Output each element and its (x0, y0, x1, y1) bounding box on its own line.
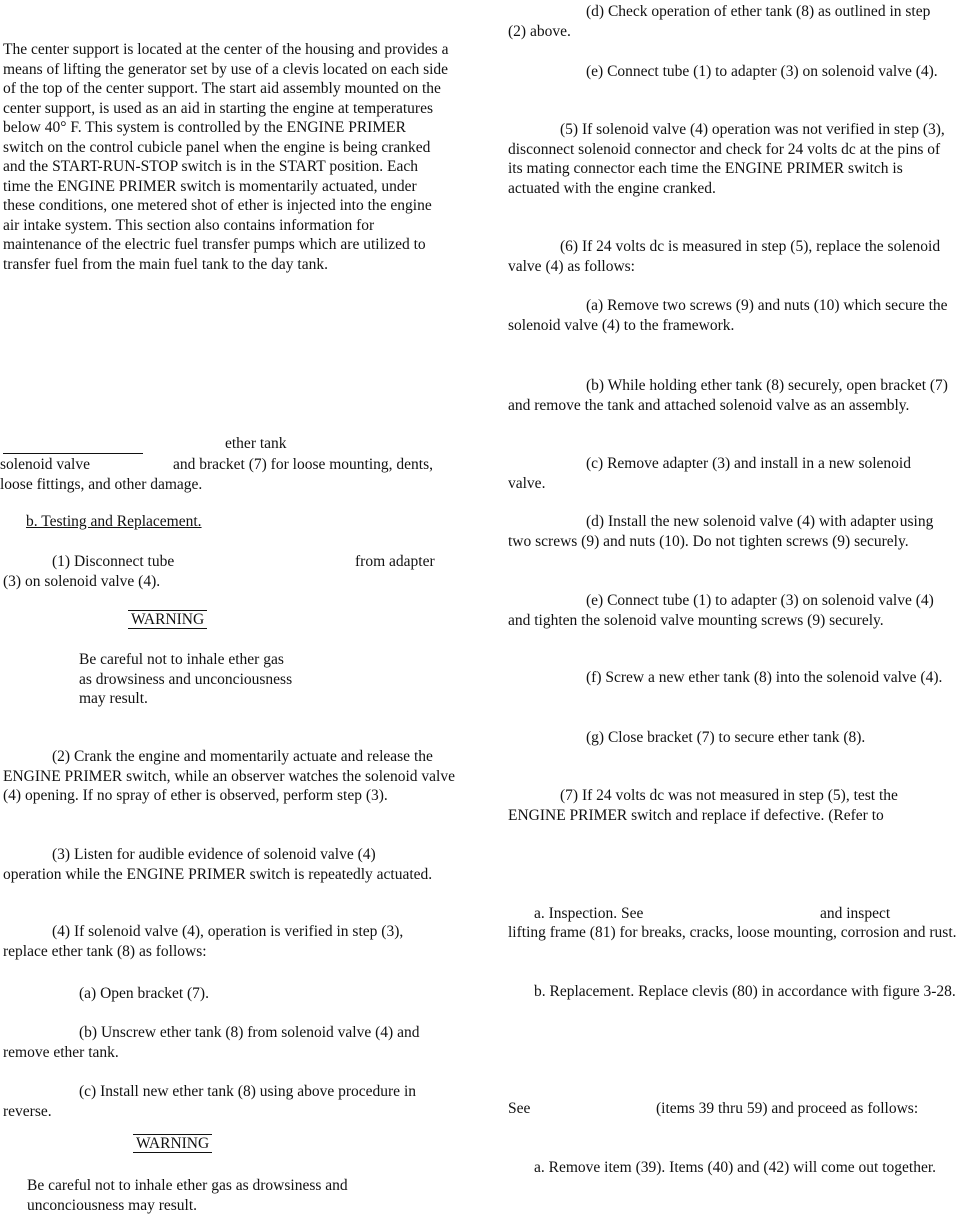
step4b-paragraph: (b) Unscrew ether tank (8) from solenoid valve (4) and remove ether tank. (3, 1024, 420, 1061)
step6-paragraph: (6) If 24 volts dc is measured in step (5), replace the solenoid valve (4) as follows: (508, 238, 941, 275)
warning-text-2: Be careful not to inhale ether gas as drowsiness and unconciousness may result. (27, 1177, 348, 1214)
step7-paragraph: (7) If 24 volts dc was not measured in step (5), test the ENGINE PRIMER switch and replace if defective. (Refer to (508, 787, 898, 824)
warning-title-2: WARNING (133, 1134, 212, 1153)
warning-text-1: Be careful not to inhale ether gas as drowsiness and unconciousness may result. (79, 651, 293, 707)
step2-paragraph: (2) Crank the engine and momentarily actuate and release the ENGINE PRIMER switch, while an observer watches the solenoid valve (4) opening. If no spray of ether is observed, perform step (3). (3, 748, 455, 804)
step4c-paragraph: (c) Install new ether tank (8) using above procedure in reverse. (3, 1083, 416, 1120)
step6a-paragraph: (a) Remove two screws (9) and nuts (10) which secure the solenoid valve (4) to the framework. (508, 297, 948, 334)
blank-reference-line (3, 453, 143, 454)
see-reference-rest: (items 39 thru 59) and proceed as follows: (656, 1100, 919, 1117)
step1-start: (1) Disconnect tube (52, 553, 175, 570)
step6d-paragraph: (d) Install the new solenoid valve (4) with adapter using two screws (9) and nuts (10). Do not tighten screws (9) securely. (508, 513, 934, 550)
clevis-inspection-mid: and inspect (820, 905, 891, 922)
step6c-paragraph: (c) Remove adapter (3) and install in a new solenoid valve. (508, 455, 911, 492)
step4e-paragraph: (e) Connect tube (1) to adapter (3) on solenoid valve (4). (586, 63, 938, 80)
step5-paragraph: (5) If solenoid valve (4) operation was not verified in step (3), disconnect solenoid connector and check for 24 volts dc at the pins of its mating connector each time the ENGINE PRIMER switch is actuated with the engine cranked. (508, 121, 945, 197)
step6b-paragraph: (b) While holding ether tank (8) securely, open bracket (7) and remove the tank and attached solenoid valve as an assembly. (508, 377, 948, 414)
step4-paragraph: (4) If solenoid valve (4), operation is verified in step (3), replace ether tank (8) as follows: (3, 923, 404, 960)
step4d-paragraph: (d) Check operation of ether tank (8) as outlined in step (2) above. (508, 3, 931, 40)
step6e-paragraph: (e) Connect tube (1) to adapter (3) on solenoid valve (4) and tighten the solenoid valve mounting screws (9) securely. (508, 592, 934, 629)
testing-heading: b. Testing and Replacement. (26, 513, 202, 530)
clevis-inspection-rest: lifting frame (81) for breaks, cracks, loose mounting, corrosion and rust. (508, 924, 957, 941)
see-reference-start: See (508, 1100, 531, 1117)
remove-item-paragraph: a. Remove item (39). Items (40) and (42) will come out together. (534, 1159, 937, 1176)
step4a-paragraph: (a) Open bracket (7). (79, 985, 209, 1002)
inspection-fragment-solenoid: solenoid valve (0, 456, 90, 473)
intro-paragraph: The center support is located at the center of the housing and provides a means of lifting the generator set by use of a clevis located on each side of the top of the center support. The start aid assembly mounted on the center support, is used as an aid in starting the engine at temperatures below 40° F. This system is controlled by the ENGINE PRIMER switch on the control cubicle panel when the engine is being cranked and the START-RUN-STOP switch is in the START position. Each time the ENGINE PRIMER switch is momentarily actuated, under these conditions, one metered shot of ether is injected into the engine air intake system. This section also contains information for maintenance of the electric fuel transfer pumps which are utilized to transfer fuel from the main fuel tank to the day tank. (3, 41, 449, 273)
step1-rest: from adapter (3) on solenoid valve (4). (3, 553, 435, 590)
clevis-inspection-start: a. Inspection. See (534, 905, 644, 922)
step6f-paragraph: (f) Screw a new ether tank (8) into the solenoid valve (4). (586, 669, 943, 686)
clevis-replacement-paragraph: b. Replacement. Replace clevis (80) in accordance with figure 3-28. (534, 983, 956, 1000)
step3-paragraph: (3) Listen for audible evidence of solenoid valve (4) operation while the ENGINE PRIMER switch is repeatedly actuated. (3, 846, 433, 883)
inspection-paragraph: and bracket (7) for loose mounting, dents, loose fittings, and other damage. (0, 456, 433, 493)
step6g-paragraph: (g) Close bracket (7) to secure ether tank (8). (586, 729, 866, 746)
warning-title-1: WARNING (128, 610, 207, 629)
inspection-fragment-ether-tank: ether tank (225, 435, 287, 452)
